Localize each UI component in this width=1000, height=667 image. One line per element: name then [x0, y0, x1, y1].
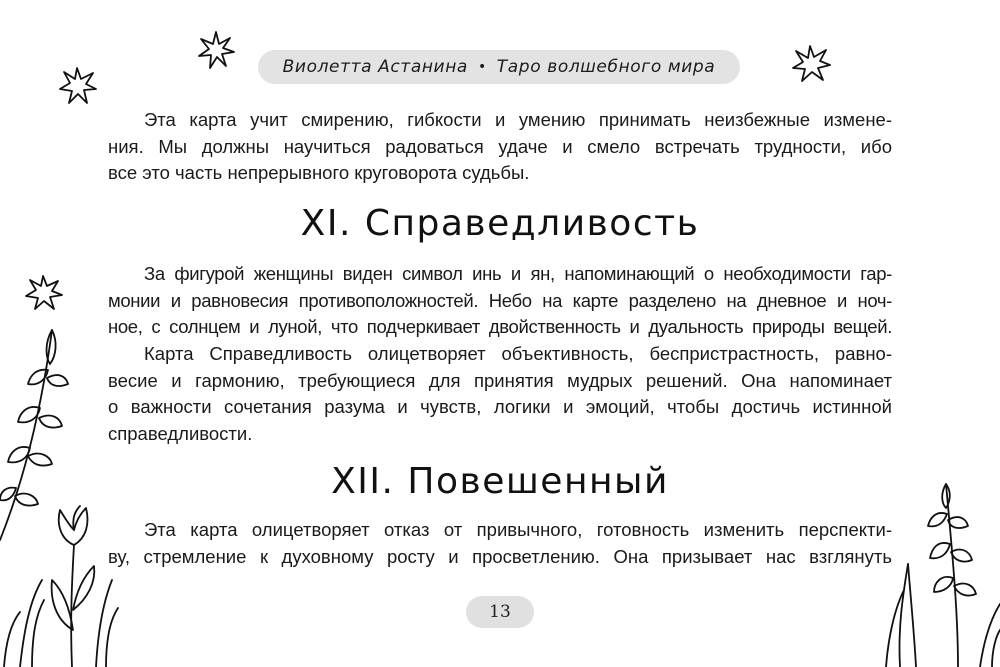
section-heading-hanged-man: XII. Повешенный — [331, 461, 669, 502]
star-doodle-icon — [196, 30, 236, 70]
star-doodle-icon — [24, 274, 64, 312]
star-doodle-icon — [58, 66, 98, 106]
header-book-title: Таро волшебного мира — [496, 57, 716, 77]
page-number-text: 13 — [489, 602, 511, 622]
text-line: все это часть непрерывного круговорота судьбы. — [108, 162, 530, 183]
text-line: Карта Справедливость олицетворяет объективность, беспристрастность, равно- — [144, 343, 892, 364]
text-line: монии и равновесия противоположностей. Небо на карте разделено на дневное и ноч- — [108, 289, 892, 311]
star-doodle-icon — [790, 44, 832, 84]
text-line: о важности сочетания разума и чувств, логики и эмоций, чтобы достичь истинной — [108, 396, 892, 417]
text-line: Эта карта олицетворяет отказ от привычного, готовность изменить перспекти- — [144, 519, 892, 540]
text-line: ву, стремление к духовному росту и просветлению. Она призывает нас взглянуть — [108, 545, 892, 567]
plant-doodle-right-icon — [880, 480, 1000, 667]
intro-paragraph — [108, 107, 892, 187]
text-line: ния. Мы должны научиться радоваться удаче и смело встречать трудности, ибо — [108, 135, 892, 157]
section-heading-justice: XI. Справедливость — [300, 203, 700, 244]
text-line: Эта карта учит смирению, гибкости и умению принимать неизбежные измене- — [144, 109, 892, 130]
text-line: весие и гармонию, требующиеся для принятия мудрых решений. Она напоминает — [108, 369, 892, 391]
text-line: ное, с солнцем и луной, что подчеркивает двойственность и дуальность природы вещей. — [108, 316, 892, 337]
page-number — [466, 596, 534, 628]
hanged-man-paragraph-1 — [108, 517, 892, 570]
header-author: Виолетта Астанина — [282, 57, 468, 77]
text-line: За фигурой женщины виден символ инь и ян, напоминающий о необходимости гар- — [144, 263, 892, 284]
running-header — [258, 50, 740, 84]
text-line: справедливости. — [108, 422, 253, 444]
justice-paragraph-1 — [108, 261, 892, 341]
justice-paragraph-2 — [108, 341, 892, 447]
header-separator: • — [477, 59, 487, 75]
